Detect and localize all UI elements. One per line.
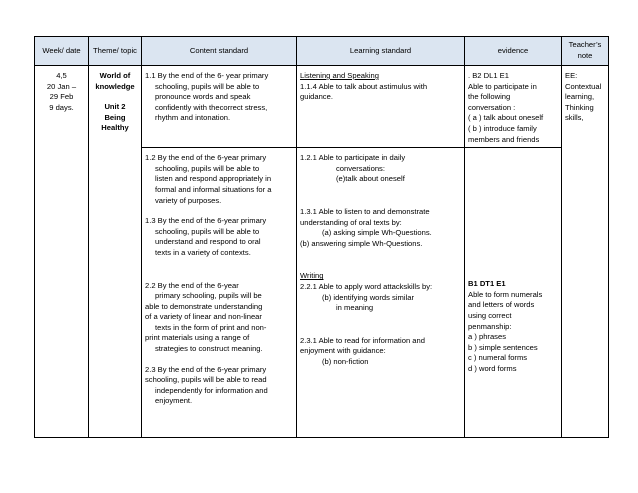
content-text: texts in the form of print and non- <box>155 322 267 332</box>
content-text: schooling, pupils will be able to <box>155 163 260 173</box>
learning-text: 2.2.1 Able to apply word attackskills by: <box>300 281 433 291</box>
content-text: confidently with thecorrect stress, <box>155 102 268 112</box>
content-text: of a variety of linear and non-linear <box>145 312 262 322</box>
content-text: variety of purposes. <box>155 195 222 205</box>
evidence-text: Able to participate in <box>468 81 537 91</box>
evidence-text: members and friends <box>468 134 540 144</box>
evidence-text: ( b ) introduce family <box>468 123 537 133</box>
content-text: pronounce words and speak <box>155 92 251 102</box>
evidence-text: ( a ) talk about oneself <box>468 113 544 123</box>
week-numbers: 4,5 <box>56 71 67 80</box>
learning-text: in meaning <box>336 303 374 313</box>
evidence-cell <box>465 148 562 438</box>
content-text: rhythm and intonation. <box>155 113 231 123</box>
week-date-cell <box>35 66 89 438</box>
evidence-text: a ) phrases <box>468 332 506 342</box>
learning-text: understanding of oral texts by: <box>300 217 402 227</box>
lesson-plan-table <box>34 36 609 438</box>
header-content-standard: Content standard <box>142 37 297 66</box>
learning-text: conversations: <box>336 163 385 173</box>
content-text: independently for information and <box>155 385 268 395</box>
header-teacher-note: Teacher’s note <box>562 37 609 66</box>
learning-text: 1.3.1 Able to listen to and demonstrate <box>300 206 430 216</box>
teacher-note-text: Thinking skills, <box>565 102 594 123</box>
learning-text: guidance. <box>300 92 333 102</box>
content-text: able to demonstrate understanding <box>145 301 263 311</box>
content-standard-cell <box>142 66 297 148</box>
header-evidence: evidence <box>465 37 562 66</box>
content-text: schooling, pupils will be able to <box>155 226 260 236</box>
content-text: print materials using a range of <box>145 333 250 343</box>
content-text: strategies to construct meaning. <box>155 344 263 354</box>
topic-line: Healthy <box>101 123 129 133</box>
learning-text: (b) answering simple Wh-Questions. <box>300 238 423 248</box>
learning-text: 2.3.1 Able to read for information and <box>300 335 425 345</box>
learning-text: (e)talk about oneself <box>336 174 405 184</box>
learning-text: (a) asking simple Wh-Questions. <box>322 228 432 238</box>
evidence-text: Able to form numerals <box>468 289 543 299</box>
content-text: understand and respond to oral <box>155 237 261 247</box>
unit-label: Unit 2 <box>104 102 126 112</box>
content-text: 1.1 By the end of the 6- year primary <box>145 71 269 80</box>
week-end-date: 29 Feb <box>49 92 74 102</box>
learning-standard-cell <box>297 148 465 438</box>
learning-text: 1.2.1 Able to participate in daily <box>300 153 406 163</box>
header-learning-standard: Learning standard <box>297 37 465 66</box>
content-text: formal and informal situations for a <box>155 184 272 194</box>
content-text: texts in a variety of contexts. <box>155 247 251 257</box>
content-text: 1.2 By the end of the 6-year primary <box>145 153 267 163</box>
learning-text: (b) identifying words similar <box>322 292 414 302</box>
learning-text: 1.1.4 Able to talk about astimulus with <box>300 81 428 91</box>
evidence-text: b ) simple sentences <box>468 342 538 352</box>
week-start-date: 20 Jan – <box>46 81 77 91</box>
evidence-text: conversation : <box>468 102 516 112</box>
evidence-text: the following <box>468 92 511 102</box>
learning-text: enjoyment with guidance: <box>300 346 386 356</box>
evidence-cell <box>465 66 562 148</box>
evidence-text: penmanship: <box>468 321 512 331</box>
content-text: schooling, pupils will be able to read <box>145 375 267 385</box>
learning-text: (b) non-fiction <box>322 356 369 366</box>
topic-line: Being <box>104 112 126 122</box>
evidence-text: and letters of words <box>468 300 535 310</box>
teacher-note-text: EE: Contextual <box>565 71 602 91</box>
teacher-note-cell <box>562 66 609 438</box>
evidence-code: B1 DT1 E1 <box>468 279 506 289</box>
theme-line: World of <box>99 71 131 80</box>
theme-topic-cell <box>89 66 142 438</box>
skill-heading: Listening and Speaking <box>300 71 379 80</box>
theme-line: knowledge <box>95 81 135 91</box>
skill-heading: Writing <box>300 271 324 281</box>
content-text: 1.3 By the end of the 6-year primary <box>145 216 267 226</box>
header-row <box>35 37 609 66</box>
content-text: listen and respond appropriately in <box>155 174 272 184</box>
header-theme-topic: Theme/ topic <box>89 37 142 66</box>
content-text: 2.2 By the end of the 6-year <box>145 280 239 290</box>
learning-standard-cell <box>297 66 465 148</box>
header-week-date: Week/ date <box>35 37 89 66</box>
content-text: 2.3 By the end of the 6-year primary <box>145 364 267 374</box>
evidence-text: c ) numeral forms <box>468 353 528 363</box>
evidence-text: d ) word forms <box>468 363 517 373</box>
evidence-text: using correct <box>468 310 512 320</box>
table-row <box>35 66 609 148</box>
content-text: schooling, pupils will be able to <box>155 81 260 91</box>
evidence-code: . B2 DL1 E1 <box>468 71 509 80</box>
content-text: enjoyment. <box>155 396 193 406</box>
teacher-note-text: learning, <box>565 92 595 102</box>
content-standard-cell <box>142 148 297 438</box>
content-text: primary schooling, pupils will be <box>155 291 262 301</box>
week-duration: 9 days. <box>49 102 74 112</box>
